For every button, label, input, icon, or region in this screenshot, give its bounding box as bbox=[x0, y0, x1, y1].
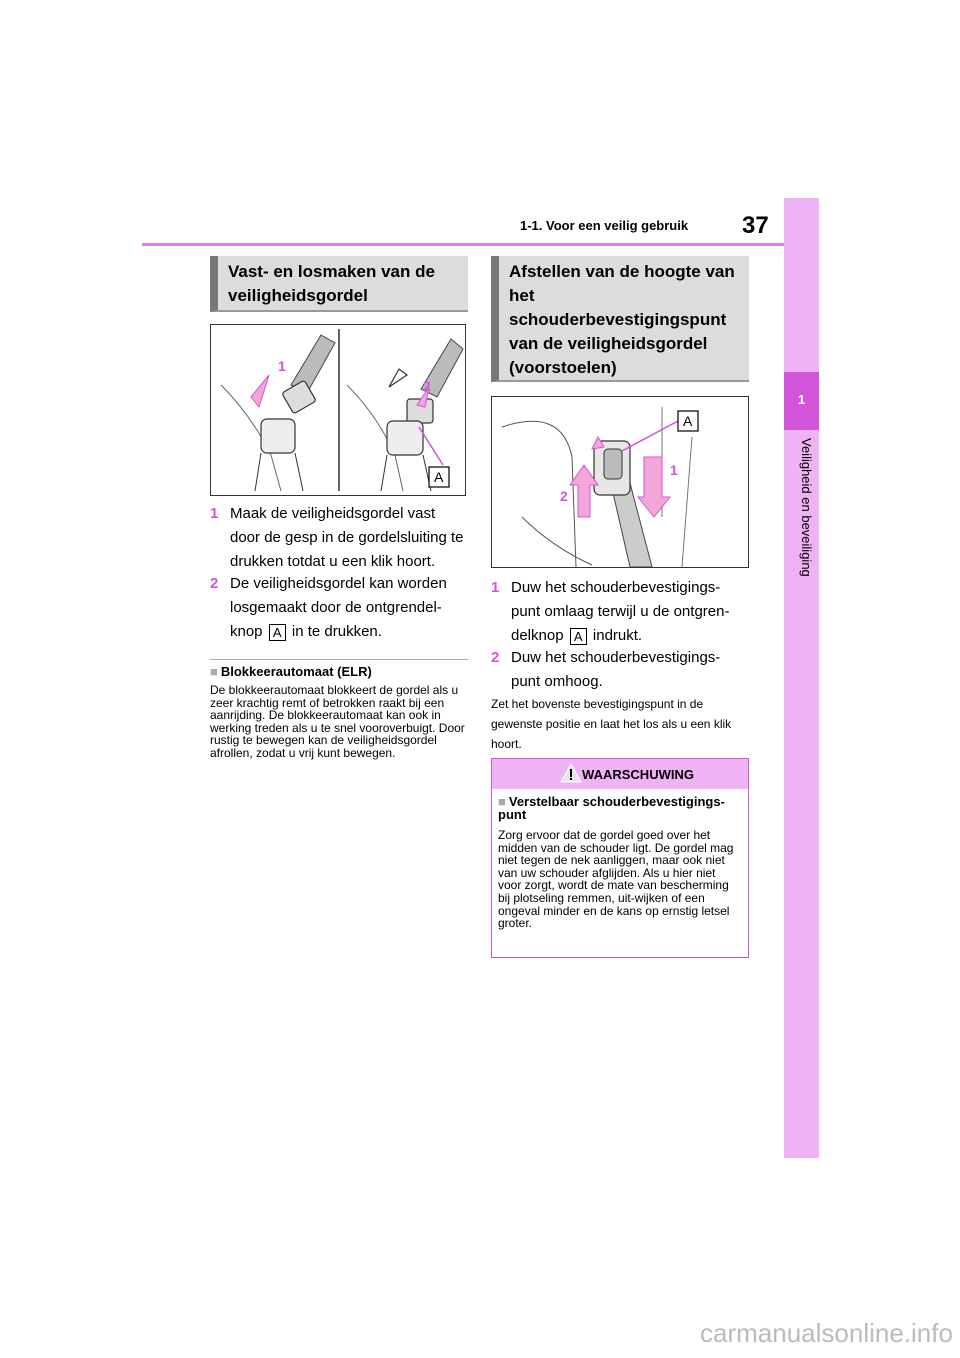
step-text: Maak de veiligheidsgordel vast door de gesp in de gordelsluiting te drukken totdat u een klik hoort. bbox=[230, 505, 464, 570]
step-text: Duw het schouderbevestigings-punt omhoog. bbox=[511, 649, 721, 690]
step-2-push-up bbox=[491, 646, 747, 694]
adjust-note: Zet het bovenste bevestigingspunt in de gewenste positie en laat het los als u een klik hoort. bbox=[491, 697, 732, 751]
header-rule bbox=[142, 243, 784, 246]
warning-subheading: ■ Verstelbaar schouderbevestigings-punt bbox=[498, 795, 742, 821]
chapter-number: 1 bbox=[797, 392, 806, 407]
shoulder-anchor-illustration bbox=[492, 397, 748, 567]
step-number: 1 bbox=[210, 505, 219, 522]
step-number: 2 bbox=[210, 575, 219, 592]
fig1-label-1: 1 bbox=[278, 358, 286, 374]
step-number: 1 bbox=[491, 579, 500, 596]
step-1-push-down bbox=[491, 576, 747, 648]
step-text-before: Duw het schouderbevestigings-punt omlaag terwijl u de ontgren-delknop bbox=[511, 579, 730, 644]
section-heading-adjust-height: Afstellen van de hoogte van het schouderbevestigingspunt van de veiligheidsgordel (voorstoelen) bbox=[491, 256, 749, 382]
figure-buckle bbox=[210, 324, 466, 496]
section-heading-fasten-belt: Vast- en losmaken van de veiligheidsgordel bbox=[210, 256, 468, 312]
fig2-label-a: A bbox=[683, 413, 693, 429]
step-2-release bbox=[210, 572, 466, 644]
chapter-side-tab bbox=[784, 198, 819, 1158]
step-text-before: De veiligheidsgordel kan worden losgemaakt door de ontgrendel-knop bbox=[230, 575, 447, 640]
step-text-after: indrukt. bbox=[592, 627, 643, 644]
fig2-label-1: 1 bbox=[670, 462, 678, 478]
buckle-illustration bbox=[211, 325, 465, 495]
figure-shoulder-anchor bbox=[491, 396, 749, 568]
elr-body: De blokkeerautomaat blokkeert de gordel als u zeer krachtig remt of betrokken raakt bij een aanrijding. De blokkeerautomaat kan ook in werking treden als u te snel vooroverbuigt. Door rustig te bewegen kan de veiligheidsgordel afrollen, zodat u vrij kunt bewegen. bbox=[210, 683, 465, 760]
divider bbox=[210, 659, 468, 660]
step-text-after: in te drukken. bbox=[291, 623, 382, 640]
release-button-ref: A bbox=[570, 628, 587, 645]
page-number: 37 bbox=[742, 212, 769, 239]
release-button-ref: A bbox=[269, 624, 286, 641]
page-header-title: 1-1. Voor een veilig gebruik bbox=[520, 218, 689, 233]
warning-body: Zorg ervoor dat de gordel goed over het midden van de schouder ligt. De gordel mag niet tegen de nek aanliggen, maar ook niet van uw schouder afglijden. Als u hier niet voor zorgt, wordt de mate van bescherming bij plotseling remmen, uit-wijken of een ongeval minder en de kans op ernstig letsel groter. bbox=[498, 828, 734, 931]
elr-heading: ■ Blokkeerautomaat (ELR) bbox=[210, 664, 372, 679]
fig1-label-2: 2 bbox=[423, 378, 431, 394]
chapter-title: Veiligheid en beveiliging bbox=[799, 438, 814, 577]
warning-box bbox=[491, 758, 749, 958]
warning-title: WAARSCHUWING bbox=[582, 767, 694, 782]
watermark: carmanualsonline.info bbox=[700, 1318, 953, 1348]
step-number: 2 bbox=[491, 649, 500, 666]
fig2-label-2: 2 bbox=[560, 488, 568, 504]
fig1-label-a: A bbox=[434, 469, 444, 485]
step-1-fasten bbox=[210, 502, 466, 574]
